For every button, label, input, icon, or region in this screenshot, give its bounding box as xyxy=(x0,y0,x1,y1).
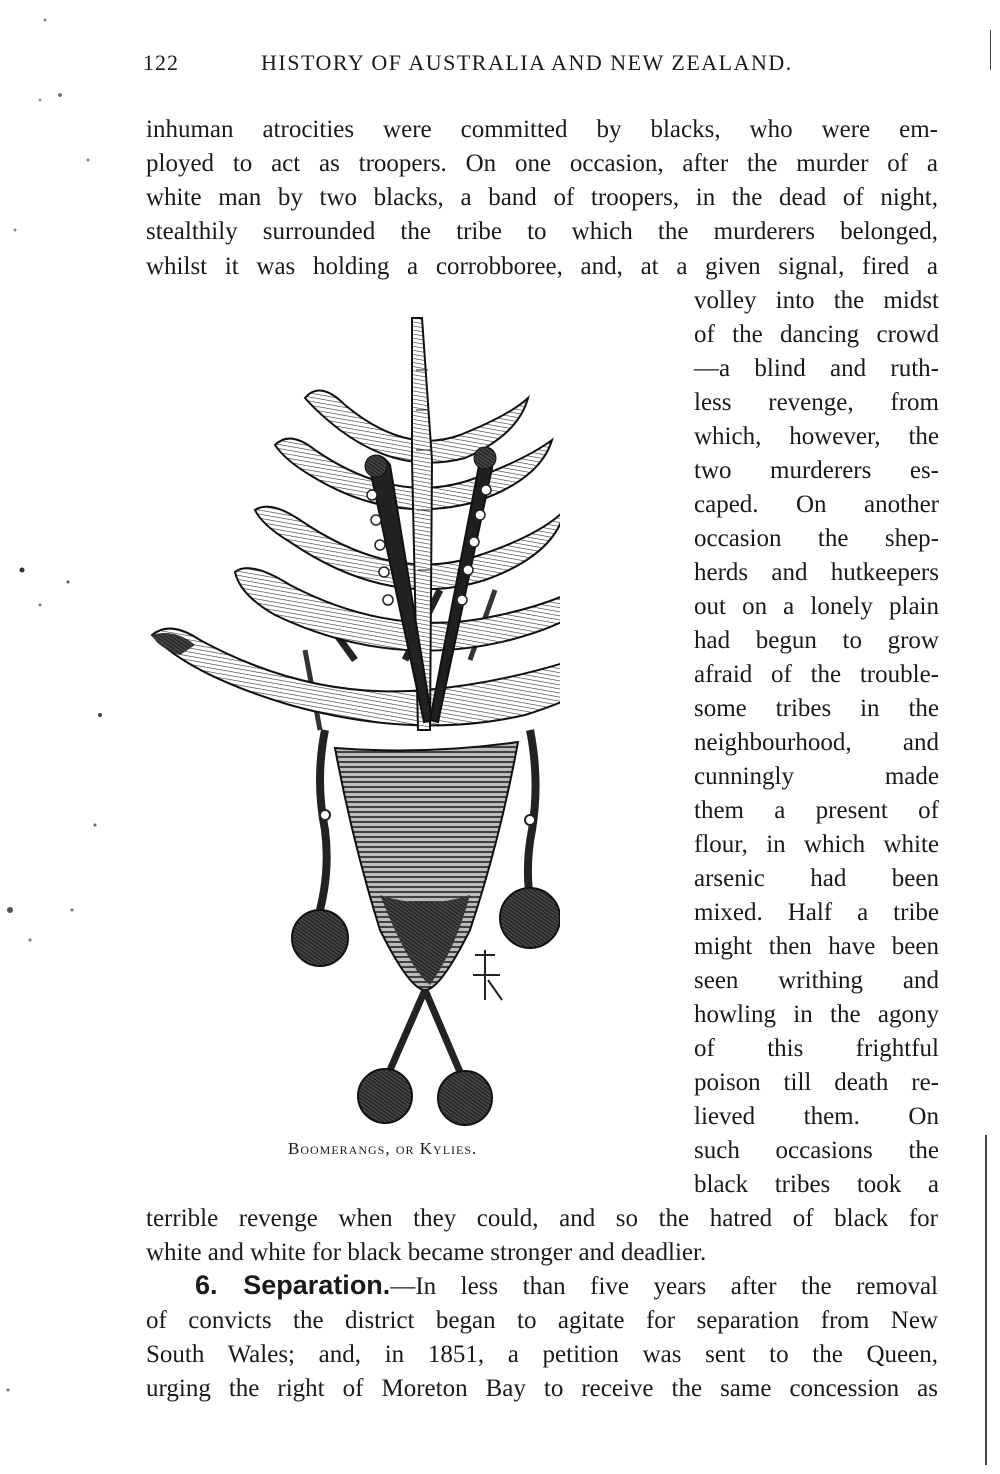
side-text-line: caped. On another xyxy=(694,491,939,518)
side-text-line: might then have been xyxy=(694,933,939,960)
side-text-line: afraid of the trouble- xyxy=(694,661,939,688)
side-text-line: which, however, the xyxy=(694,423,939,450)
section-first-line xyxy=(195,1268,938,1304)
boomerangs-illustration xyxy=(140,310,560,1140)
text-line: of convicts the district began to agitate for separation from New xyxy=(146,1307,938,1334)
page-edge-rule xyxy=(990,30,991,70)
text-line: stealthily surrounded the tribe to which the murderers belonged, xyxy=(146,218,938,245)
text-line: urging the right of Moreton Bay to receive the same concession as xyxy=(146,1375,938,1402)
text-line: whilst it was holding a corrobboree, and, at a given signal, fired a xyxy=(146,253,938,280)
side-text-line: of this frightful xyxy=(694,1035,939,1062)
text-line: white and white for black became stronger and deadlier. xyxy=(146,1239,707,1266)
side-text-line: two murderers es- xyxy=(694,457,939,484)
text-line: ployed to act as troopers. On one occasion, after the murder of a xyxy=(146,150,938,177)
figure-caption: Boomerangs, or Kylies. xyxy=(288,1139,478,1158)
side-text-line: lieved them. On xyxy=(694,1103,939,1130)
side-text-line: occasion the shep- xyxy=(694,525,939,552)
side-text-line: of the dancing crowd xyxy=(694,321,939,348)
side-text-line: less revenge, from xyxy=(694,389,939,416)
margin-specks xyxy=(0,0,120,1474)
running-header xyxy=(143,50,943,84)
side-text-line: such occasions the xyxy=(694,1137,939,1164)
side-text-line: them a present of xyxy=(694,797,939,824)
section-first-line-text: —In less than five years after the removal xyxy=(390,1273,938,1300)
side-text-line: arsenic had been xyxy=(694,865,939,892)
side-text-line: poison till death re- xyxy=(694,1069,939,1096)
side-text-line: out on a lonely plain xyxy=(694,593,939,620)
running-title: HISTORY OF AUSTRALIA AND NEW ZEALAND. xyxy=(261,50,793,75)
side-text-line: howling in the agony xyxy=(694,1001,939,1028)
side-text-line: mixed. Half a tribe xyxy=(694,899,939,926)
side-text-line: black tribes took a xyxy=(694,1171,939,1198)
side-text-line: —a blind and ruth- xyxy=(694,355,939,382)
text-line: terrible revenge when they could, and so the hatred of black for xyxy=(146,1205,938,1232)
page-number: 122 xyxy=(143,50,179,75)
text-line: white man by two blacks, a band of troopers, in the dead of night, xyxy=(146,184,938,211)
side-text-line: volley into the midst xyxy=(694,287,939,314)
side-text-line: had begun to grow xyxy=(694,627,939,654)
section-heading: 6. Separation. xyxy=(195,1270,391,1300)
side-text-line: some tribes in the xyxy=(694,695,939,722)
page-edge-rule xyxy=(985,1135,987,1465)
side-text-line: cunningly made xyxy=(694,763,939,790)
side-text-line: seen writhing and xyxy=(694,967,939,994)
side-text-line: flour, in which white xyxy=(694,831,939,858)
text-line: inhuman atrocities were committed by blacks, who were em- xyxy=(146,116,938,143)
side-text-line: herds and hutkeepers xyxy=(694,559,939,586)
text-line: South Wales; and, in 1851, a petition was sent to the Queen, xyxy=(146,1341,938,1368)
side-text-line: neighbourhood, and xyxy=(694,729,939,756)
